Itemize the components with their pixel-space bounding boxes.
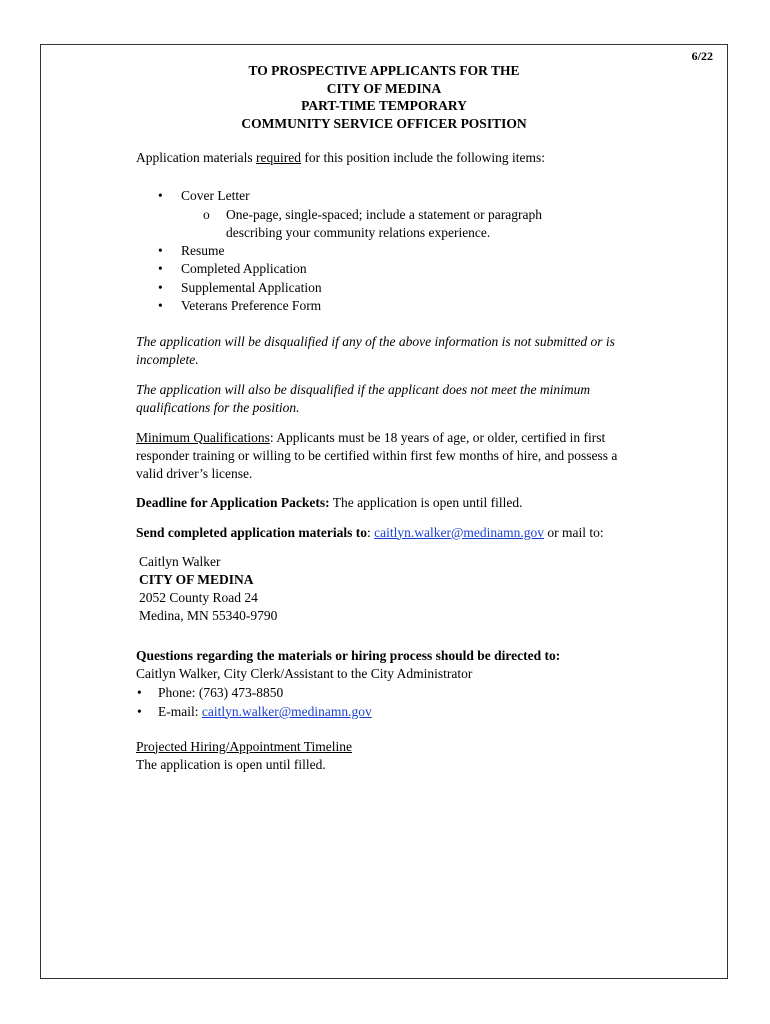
page-number: 6/22 [691, 49, 713, 63]
list-item [136, 187, 696, 242]
deadline-label: Deadline for Application Packets: [136, 494, 330, 510]
intro-paragraph [136, 149, 696, 167]
title-line: CITY OF MEDINA [326, 80, 442, 96]
timeline-section [136, 738, 696, 774]
email-label: E-mail: [158, 703, 202, 719]
document-page [40, 44, 728, 979]
page-title [41, 62, 727, 132]
bullet-icon: • [137, 703, 142, 719]
disqualification-notice [136, 333, 696, 369]
min-quals-text: : Applicants must be 18 years of age, or older, certified in first [269, 429, 606, 445]
disqualification-notice-2 [136, 381, 696, 417]
deadline-paragraph [136, 494, 696, 512]
list-item [136, 279, 696, 298]
list-item-label: Cover Letter [181, 188, 250, 203]
phone-text: Phone: (763) 473-8850 [158, 684, 284, 700]
questions-heading: Questions regarding the materials or hiring process should be directed to: [136, 647, 561, 663]
email-link[interactable]: caitlyn.walker@medinamn.gov [201, 703, 372, 719]
list-item-label: Veterans Preference Form [181, 298, 322, 313]
notice-line: qualifications for the position. [136, 399, 300, 415]
bullet-icon: • [158, 279, 163, 295]
list-item-label: Resume [181, 242, 225, 258]
list-item-label: Completed Application [181, 261, 307, 276]
title-line: PART-TIME TEMPORARY [301, 98, 467, 113]
bullet-icon: • [158, 188, 163, 203]
intro-text: for this position include the following items: [300, 150, 546, 165]
list-item [136, 702, 696, 721]
timeline-text: The application is open until filled. [136, 756, 326, 772]
minimum-qualifications [136, 429, 696, 483]
notice-line: incomplete. [136, 351, 199, 367]
min-quals-text: valid driver’s license. [136, 465, 253, 481]
bullet-icon: • [137, 684, 142, 700]
email-link[interactable]: caitlyn.walker@medinamn.gov [374, 524, 545, 540]
min-quals-text: responder training or willing to be certified within first few months of hire, and possess a [136, 447, 618, 463]
send-label: Send completed application materials to [136, 524, 367, 540]
document-body [136, 149, 696, 774]
send-paragraph [136, 524, 696, 542]
title-line: TO PROSPECTIVE APPLICANTS FOR THE [248, 63, 520, 78]
questions-contact: Caitlyn Walker, City Clerk/Assistant to the City Administrator [136, 665, 473, 681]
bullet-icon: • [158, 242, 163, 258]
list-item [136, 242, 696, 261]
intro-text: Application materials [136, 150, 256, 165]
send-colon: : [367, 524, 375, 540]
sub-list-item [181, 206, 696, 242]
list-item [136, 683, 696, 702]
intro-required: required [255, 150, 301, 165]
bullet-icon: • [158, 261, 163, 276]
circle-bullet-icon: o [203, 206, 210, 222]
address-org: CITY OF MEDINA [139, 571, 254, 587]
send-after: or mail to: [544, 524, 604, 540]
mailing-address [136, 553, 696, 625]
sub-item-line: One-page, single-spaced; include a statement or paragraph [226, 206, 542, 222]
address-street: 2052 County Road 24 [139, 589, 258, 605]
list-item [136, 297, 696, 316]
notice-line: The application will be disqualified if any of the above information is not submitted or is [136, 333, 615, 349]
sub-item-line: describing your community relations experience. [226, 224, 491, 240]
timeline-heading: Projected Hiring/Appointment Timeline [136, 738, 352, 754]
bullet-icon: • [158, 298, 163, 313]
min-quals-label: Minimum Qualifications [136, 429, 270, 445]
required-items-list [136, 187, 696, 316]
notice-line: The application will also be disqualified if the applicant does not meet the minimum [136, 381, 591, 397]
deadline-text: The application is open until filled. [329, 494, 523, 510]
title-line: COMMUNITY SERVICE OFFICER POSITION [241, 115, 527, 131]
questions-section [136, 647, 696, 721]
sub-list [181, 206, 696, 242]
address-city: Medina, MN 55340-9790 [139, 607, 278, 623]
address-name: Caitlyn Walker [139, 553, 221, 569]
list-item-label: Supplemental Application [181, 279, 322, 295]
list-item [136, 260, 696, 279]
contact-list [136, 683, 696, 721]
